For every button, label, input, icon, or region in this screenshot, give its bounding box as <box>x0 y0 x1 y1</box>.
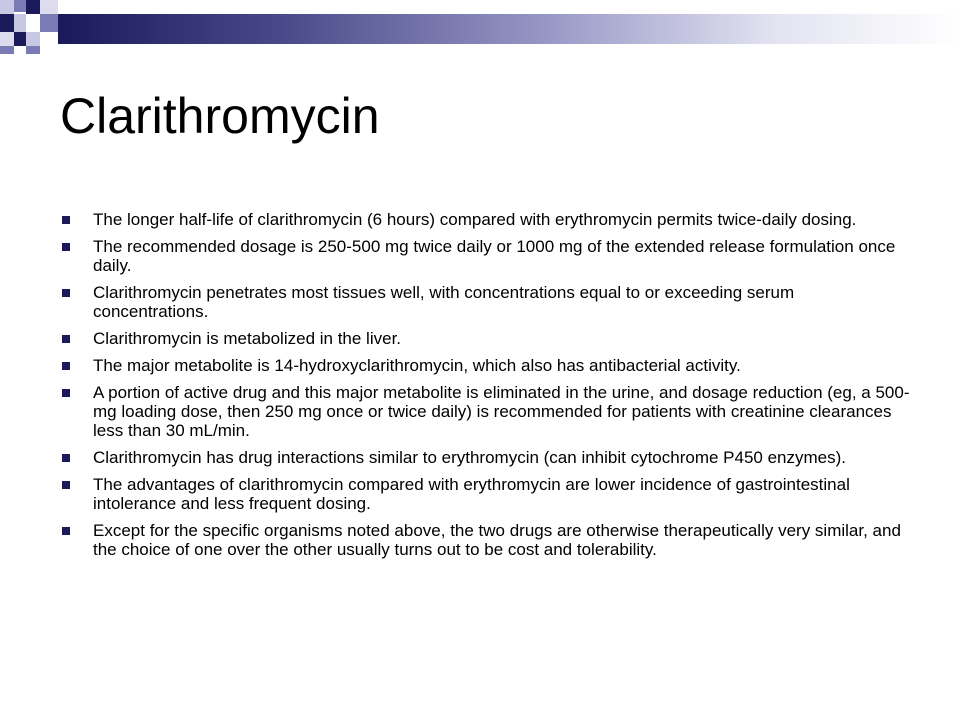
square-bullet-icon <box>62 335 70 343</box>
bullet-item <box>62 210 912 229</box>
bullet-item <box>62 475 912 513</box>
decor-square <box>0 32 14 46</box>
decor-square <box>40 0 58 14</box>
square-bullet-icon <box>62 362 70 370</box>
bullet-text: Clarithromycin penetrates most tissues well, with concentrations equal to or exceeding serum concentrations. <box>93 283 795 321</box>
bullet-item <box>62 237 912 275</box>
decor-square <box>26 46 40 54</box>
bullet-text: A portion of active drug and this major metabolite is eliminated in the urine, and dosage reduction (eg, a 500-mg loading dose, then 250 mg once or twice daily) is recommended for patients with creatinine clearances less than 30 mL/min. <box>93 383 910 440</box>
square-bullet-icon <box>62 454 70 462</box>
bullet-text: The recommended dosage is 250-500 mg twice daily or 1000 mg of the extended release formulation once daily. <box>93 237 896 275</box>
decor-square <box>26 0 40 14</box>
header-gradient-bar <box>58 14 960 44</box>
bullet-item <box>62 521 912 559</box>
square-bullet-icon <box>62 389 70 397</box>
square-bullet-icon <box>62 527 70 535</box>
bullet-item <box>62 329 912 348</box>
bullet-text: The major metabolite is 14-hydroxyclarithromycin, which also has antibacterial activity. <box>93 356 741 375</box>
decor-square <box>14 32 26 46</box>
square-bullet-icon <box>62 216 70 224</box>
bullet-item <box>62 356 912 375</box>
bullet-text: The advantages of clarithromycin compared with erythromycin are lower incidence of gastrointestinal intolerance and less frequent dosing. <box>93 475 850 513</box>
header-decoration <box>0 0 960 60</box>
decor-square <box>26 14 40 32</box>
bullet-item <box>62 383 912 440</box>
decor-square <box>0 0 14 14</box>
bullet-text: Except for the specific organisms noted above, the two drugs are otherwise therapeutically very similar, and the choice of one over the other usually turns out to be cost and tolerability. <box>93 521 901 559</box>
square-bullet-icon <box>62 481 70 489</box>
decor-square <box>0 46 14 54</box>
decor-square <box>26 32 40 46</box>
square-bullet-icon <box>62 243 70 251</box>
bullet-text: The longer half-life of clarithromycin (6 hours) compared with erythromycin permits twice-daily dosing. <box>93 210 857 229</box>
bullet-item <box>62 283 912 321</box>
decor-square <box>14 14 26 32</box>
bullet-list <box>62 210 912 567</box>
bullet-text: Clarithromycin is metabolized in the liver. <box>93 329 402 348</box>
decor-square <box>0 14 14 32</box>
decor-square <box>40 14 58 32</box>
bullet-text: Clarithromycin has drug interactions similar to erythromycin (can inhibit cytochrome P450 enzymes). <box>93 448 847 467</box>
square-bullet-icon <box>62 289 70 297</box>
decor-square <box>14 0 26 12</box>
bullet-item <box>62 448 912 467</box>
slide-title: Clarithromycin <box>60 88 380 144</box>
